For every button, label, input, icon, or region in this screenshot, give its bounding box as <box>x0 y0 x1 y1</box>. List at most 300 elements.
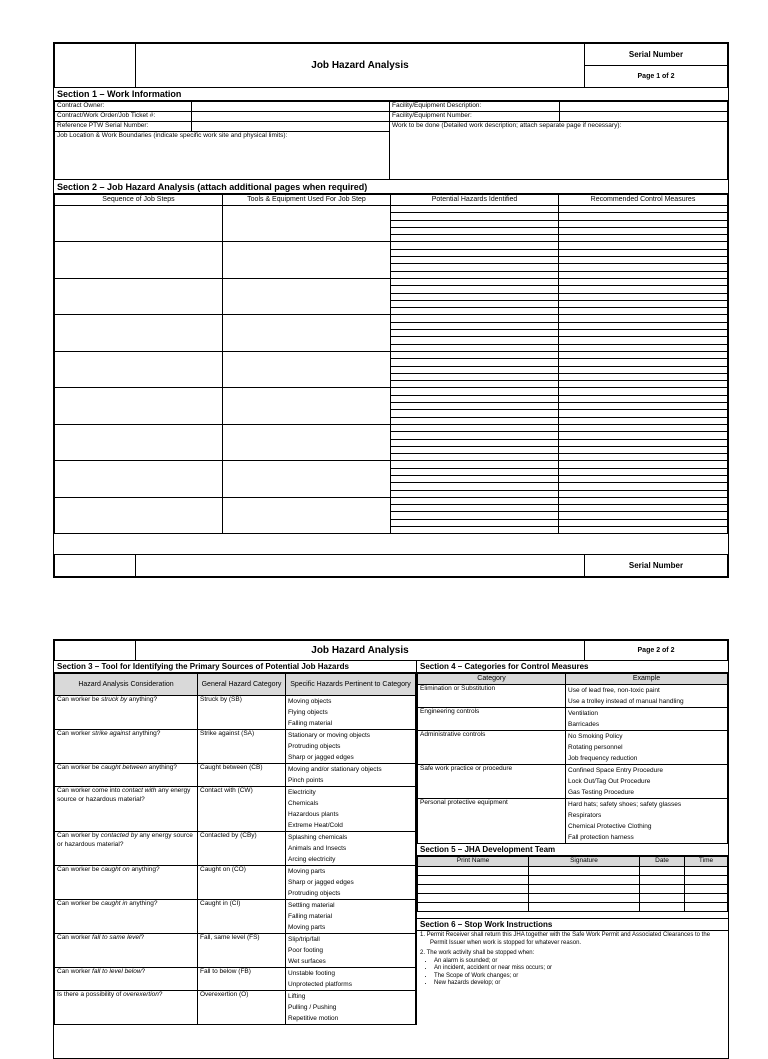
control-cell[interactable] <box>559 527 728 534</box>
specific-hazards <box>286 787 416 832</box>
section-3-title: Section 3 – Tool for Identifying the Primary Sources of Potential Job Hazards <box>54 661 416 673</box>
work-info-table <box>54 101 728 180</box>
hazard-cell[interactable] <box>391 497 559 504</box>
control-examples <box>566 708 728 731</box>
control-cell[interactable] <box>559 235 728 242</box>
control-row <box>418 731 728 765</box>
consideration-text: ? <box>140 934 145 941</box>
general-hazard-category: Fall to below (FB) <box>198 968 286 991</box>
hazard-cell[interactable] <box>391 417 559 424</box>
hazard-consideration <box>55 730 198 764</box>
hazard-cell[interactable] <box>391 505 559 512</box>
job-step-cell[interactable] <box>55 497 223 533</box>
hazard-cell[interactable] <box>391 468 559 475</box>
hazard-sources-table <box>54 673 416 1025</box>
specific-hazard-item: Splashing chemicals <box>288 834 348 841</box>
hazard-cell[interactable] <box>391 337 559 344</box>
general-hazard-category: Caught in (CI) <box>198 900 286 934</box>
specific-hazard-item: Poor footing <box>288 947 324 954</box>
col-signature: Signature <box>529 857 640 867</box>
p1-header-table <box>54 43 728 88</box>
control-cell[interactable] <box>559 278 728 285</box>
section-5-title: Section 5 – JHA Development Team <box>417 844 728 856</box>
specific-hazards <box>286 934 416 968</box>
contract-owner-field[interactable] <box>192 102 390 112</box>
control-example-item: Confined Space Entry Procedure <box>568 767 664 774</box>
team-row <box>418 894 728 903</box>
jha-steps-table <box>54 194 728 534</box>
general-hazard-category: Overexertion (O) <box>198 991 286 1025</box>
footer-middle-cell <box>136 555 585 577</box>
hazard-cell[interactable] <box>391 403 559 410</box>
date-cell[interactable] <box>640 885 685 894</box>
job-step-cell[interactable] <box>55 315 223 351</box>
specific-hazard-item: Moving parts <box>288 868 326 875</box>
hazard-cell[interactable] <box>391 490 559 497</box>
hazard-cell[interactable] <box>391 454 559 461</box>
date-cell[interactable] <box>640 903 685 912</box>
team-row <box>418 903 728 912</box>
control-example-item: Fall protection harness <box>568 834 634 841</box>
job-step-cell[interactable] <box>55 388 223 424</box>
work-order-label: Contract/Work Order/Job Ticket #: <box>55 112 192 122</box>
time-cell[interactable] <box>685 894 728 903</box>
print-name-cell[interactable] <box>418 876 529 885</box>
work-order-field[interactable] <box>192 112 390 122</box>
specific-hazard-item: Unstable footing <box>288 970 335 977</box>
col-control-measures: Recommended Control Measures <box>559 195 728 206</box>
hazard-row <box>55 991 416 1025</box>
control-cell[interactable] <box>559 424 728 431</box>
control-example-item: Gas Testing Procedure <box>568 789 634 796</box>
consideration-text: ? <box>158 991 163 998</box>
facility-number-label: Facility/Equipment Number: <box>390 112 560 122</box>
facility-description-label: Facility/Equipment Description: <box>390 102 560 112</box>
control-cell[interactable] <box>559 242 728 249</box>
consideration-text: any energy source or hazardous material? <box>57 832 193 848</box>
control-cell[interactable] <box>559 359 728 366</box>
control-cell[interactable] <box>559 308 728 315</box>
col-time: Time <box>685 857 728 867</box>
specific-hazard-item: Wet surfaces <box>288 958 326 965</box>
control-example-item: Use a trolley instead of manual handling <box>568 698 684 705</box>
tools-cell[interactable] <box>223 424 391 460</box>
hazard-cell[interactable] <box>391 373 559 380</box>
hazard-cell[interactable] <box>391 213 559 220</box>
hazard-consideration <box>55 900 198 934</box>
hazard-cell[interactable] <box>391 315 559 322</box>
specific-hazards <box>286 900 416 934</box>
date-cell[interactable] <box>640 894 685 903</box>
step-row <box>55 388 728 395</box>
control-cell[interactable] <box>559 439 728 446</box>
job-step-cell[interactable] <box>55 278 223 314</box>
time-cell[interactable] <box>685 867 728 876</box>
control-cell[interactable] <box>559 483 728 490</box>
control-cell[interactable] <box>559 293 728 300</box>
facility-number-field[interactable] <box>560 112 728 122</box>
control-example-item: Rotating personnel <box>568 744 623 751</box>
col-example: Example <box>566 674 728 685</box>
control-examples <box>566 731 728 765</box>
hazard-cell[interactable] <box>391 351 559 358</box>
general-hazard-category: Fall, same level (FS) <box>198 934 286 968</box>
specific-hazard-item: Settling material <box>288 902 335 909</box>
team-row <box>418 885 728 894</box>
col-consideration: Hazard Analysis Consideration <box>55 674 198 696</box>
consideration-text: caught on <box>101 866 130 873</box>
specific-hazard-item: Sharp or jagged edges <box>288 879 354 886</box>
control-category: Engineering controls <box>418 708 566 731</box>
specific-hazard-item: Protruding objects <box>288 743 341 750</box>
hazard-cell[interactable] <box>391 475 559 482</box>
control-cell[interactable] <box>559 249 728 256</box>
section-2-title: Section 2 – Job Hazard Analysis (attach additional pages when required) <box>54 181 728 194</box>
stop-instruction-2: 2. The work activity shall be stopped when: <box>420 950 535 956</box>
hazard-cell[interactable] <box>391 308 559 315</box>
tools-cell[interactable] <box>223 242 391 278</box>
tools-cell[interactable] <box>223 497 391 533</box>
consideration-text: fall to level below <box>92 968 142 975</box>
section-6-title: Section 6 – Stop Work Instructions <box>417 918 728 931</box>
hazard-consideration <box>55 991 198 1025</box>
hazard-row <box>55 696 416 730</box>
consideration-text: anything? <box>129 866 160 873</box>
p2-body <box>54 661 728 1025</box>
p2-logo-cell <box>55 641 136 661</box>
control-cell[interactable] <box>559 461 728 468</box>
job-location-field[interactable]: Job Location & Work Boundaries (indicate specific work site and physical limits): <box>55 132 390 180</box>
control-cell[interactable] <box>559 264 728 271</box>
specific-hazard-item: Chemicals <box>288 800 319 807</box>
step-row <box>55 278 728 285</box>
control-cell[interactable] <box>559 519 728 526</box>
control-cell[interactable] <box>559 344 728 351</box>
print-name-cell[interactable] <box>418 903 529 912</box>
hazard-cell[interactable] <box>391 300 559 307</box>
specific-hazard-item: Moving and/or stationary objects <box>288 766 382 773</box>
control-example-item: Barricades <box>568 721 600 728</box>
consideration-text: Can worker by <box>57 832 101 839</box>
consideration-text: overexertion <box>123 991 159 998</box>
specific-hazards <box>286 866 416 900</box>
hazard-row <box>55 968 416 991</box>
control-cell[interactable] <box>559 271 728 278</box>
specific-hazard-item: Flying objects <box>288 709 328 716</box>
consideration-text: contacted by <box>100 832 138 839</box>
step-row <box>55 242 728 249</box>
hazard-cell[interactable] <box>391 410 559 417</box>
control-cell[interactable] <box>559 417 728 424</box>
step-row <box>55 497 728 504</box>
hazard-cell[interactable] <box>391 293 559 300</box>
hazard-consideration <box>55 866 198 900</box>
hazard-row <box>55 934 416 968</box>
date-cell[interactable] <box>640 867 685 876</box>
general-hazard-category: Caught on (CO) <box>198 866 286 900</box>
control-cell[interactable] <box>559 468 728 475</box>
control-cell[interactable] <box>559 410 728 417</box>
consideration-text: anything? <box>146 764 177 771</box>
control-cell[interactable] <box>559 475 728 482</box>
control-category: Personal protective equipment <box>418 799 566 844</box>
hazard-cell[interactable] <box>391 264 559 271</box>
col-specific-hazards: Specific Hazards Pertinent to Category <box>286 674 416 696</box>
control-example-item: No Smoking Policy <box>568 733 623 740</box>
control-row <box>418 685 728 708</box>
time-cell[interactable] <box>685 876 728 885</box>
consideration-text: fall to same level <box>92 934 141 941</box>
control-cell[interactable] <box>559 512 728 519</box>
specific-hazards <box>286 968 416 991</box>
control-row <box>418 799 728 844</box>
consideration-text: Can worker <box>57 934 93 941</box>
specific-hazard-item: Arcing electricity <box>288 856 336 863</box>
control-cell[interactable] <box>559 366 728 373</box>
control-cell[interactable] <box>559 403 728 410</box>
hazard-row <box>55 832 416 866</box>
step-row <box>55 461 728 468</box>
hazard-cell[interactable] <box>391 461 559 468</box>
page-title: Job Hazard Analysis <box>136 44 585 88</box>
specific-hazard-item: Lifting <box>288 993 306 1000</box>
ptw-serial-label: Reference PTW Serial Number: <box>55 122 192 132</box>
hazard-cell[interactable] <box>391 344 559 351</box>
general-hazard-category: Caught between (CB) <box>198 764 286 787</box>
general-hazard-category: Contacted by (CBy) <box>198 832 286 866</box>
section-1-title: Section 1 – Work Information <box>54 88 728 101</box>
job-step-cell[interactable] <box>55 424 223 460</box>
hazard-consideration <box>55 696 198 730</box>
hazard-cell[interactable] <box>391 322 559 329</box>
job-step-cell[interactable] <box>55 242 223 278</box>
signature-cell[interactable] <box>529 894 640 903</box>
hazard-cell[interactable] <box>391 388 559 395</box>
control-cell[interactable] <box>559 286 728 293</box>
control-cell[interactable] <box>559 505 728 512</box>
hazard-cell[interactable] <box>391 483 559 490</box>
serial-number-label: Serial Number <box>585 44 728 66</box>
hazard-cell[interactable] <box>391 286 559 293</box>
date-cell[interactable] <box>640 876 685 885</box>
control-cell[interactable] <box>559 300 728 307</box>
specific-hazard-item: Falling material <box>288 913 333 920</box>
p2-page-number: Page 2 of 2 <box>585 641 728 661</box>
hazard-cell[interactable] <box>391 359 559 366</box>
work-to-be-done-field[interactable]: Work to be done (Detailed work description; attach separate page if necessary): <box>390 122 728 180</box>
consideration-text: Can worker be <box>57 900 102 907</box>
control-cell[interactable] <box>559 220 728 227</box>
contract-owner-label: Contract Owner: <box>55 102 192 112</box>
control-cell[interactable] <box>559 395 728 402</box>
specific-hazard-item: Hazardous plants <box>288 811 339 818</box>
hazard-row <box>55 787 416 832</box>
right-column <box>417 661 728 1025</box>
col-job-steps: Sequence of Job Steps <box>55 195 223 206</box>
tools-cell[interactable] <box>223 351 391 387</box>
stop-work-instructions <box>417 931 728 989</box>
stop-bullet: • An alarm is sounded; or <box>434 958 725 966</box>
signature-cell[interactable] <box>529 876 640 885</box>
control-cell[interactable] <box>559 490 728 497</box>
col-general-category: General Hazard Category <box>198 674 286 696</box>
signature-cell[interactable] <box>529 903 640 912</box>
control-measures-table <box>417 673 728 844</box>
col-date: Date <box>640 857 685 867</box>
print-name-cell[interactable] <box>418 894 529 903</box>
hazard-consideration <box>55 787 198 832</box>
specific-hazard-item: Stationary or moving objects <box>288 732 371 739</box>
section-4-title: Section 4 – Categories for Control Measures <box>417 661 728 673</box>
hazard-cell[interactable] <box>391 271 559 278</box>
hazard-cell[interactable] <box>391 527 559 534</box>
tools-cell[interactable] <box>223 206 391 242</box>
general-hazard-category: Contact with (CW) <box>198 787 286 832</box>
job-step-cell[interactable] <box>55 206 223 242</box>
consideration-text: anything? <box>130 730 161 737</box>
jha-page-2 <box>53 639 729 1059</box>
consideration-text: ? <box>141 968 146 975</box>
hazard-cell[interactable] <box>391 278 559 285</box>
control-cell[interactable] <box>559 446 728 453</box>
step-row <box>55 351 728 358</box>
hazard-row <box>55 866 416 900</box>
team-row <box>418 876 728 885</box>
hazard-consideration <box>55 832 198 866</box>
hazard-cell[interactable] <box>391 381 559 388</box>
hazard-cell[interactable] <box>391 395 559 402</box>
hazard-row <box>55 730 416 764</box>
specific-hazard-item: Pinch points <box>288 777 324 784</box>
facility-description-field[interactable] <box>560 102 728 112</box>
signature-cell[interactable] <box>529 867 640 876</box>
hazard-cell[interactable] <box>391 257 559 264</box>
control-cell[interactable] <box>559 227 728 234</box>
team-row <box>418 867 728 876</box>
hazard-cell[interactable] <box>391 330 559 337</box>
control-cell[interactable] <box>559 257 728 264</box>
control-cell[interactable] <box>559 454 728 461</box>
control-cell[interactable] <box>559 337 728 344</box>
tools-cell[interactable] <box>223 315 391 351</box>
specific-hazard-item: Falling material <box>288 720 333 727</box>
control-example-item: Lock Out/Tag Out Procedure <box>568 778 651 785</box>
ptw-serial-field[interactable] <box>192 122 390 132</box>
job-step-cell[interactable] <box>55 351 223 387</box>
time-cell[interactable] <box>685 903 728 912</box>
control-category: Administrative controls <box>418 731 566 765</box>
time-cell[interactable] <box>685 885 728 894</box>
tools-cell[interactable] <box>223 388 391 424</box>
general-hazard-category: Struck by (SB) <box>198 696 286 730</box>
col-potential-hazards: Potential Hazards Identified <box>391 195 559 206</box>
control-cell[interactable] <box>559 330 728 337</box>
p2-page-title: Job Hazard Analysis <box>136 641 585 661</box>
hazard-cell[interactable] <box>391 235 559 242</box>
col-print-name: Print Name <box>418 857 529 867</box>
consideration-text: strike against <box>92 730 131 737</box>
control-examples <box>566 685 728 708</box>
hazard-cell[interactable] <box>391 424 559 431</box>
control-cell[interactable] <box>559 315 728 322</box>
consideration-text: struck by <box>101 696 128 703</box>
specific-hazards <box>286 696 416 730</box>
logo-cell <box>55 44 136 88</box>
signature-cell[interactable] <box>529 885 640 894</box>
job-step-cell[interactable] <box>55 461 223 497</box>
control-category: Elimination or Substitution <box>418 685 566 708</box>
specific-hazard-item: Repetitive motion <box>288 1015 339 1022</box>
hazard-cell[interactable] <box>391 242 559 249</box>
stop-bullet: • An incident, accident or near miss occurs; or <box>434 965 725 973</box>
hazard-cell[interactable] <box>391 227 559 234</box>
control-cell[interactable] <box>559 497 728 504</box>
footer-logo-cell <box>55 555 136 577</box>
control-row <box>418 765 728 799</box>
print-name-cell[interactable] <box>418 885 529 894</box>
tools-cell[interactable] <box>223 461 391 497</box>
consideration-text: Can worker be <box>57 866 102 873</box>
hazard-cell[interactable] <box>391 446 559 453</box>
hazard-row <box>55 900 416 934</box>
hazard-cell[interactable] <box>391 220 559 227</box>
general-hazard-category: Strike against (SA) <box>198 730 286 764</box>
consideration-text: Can worker be <box>57 696 102 703</box>
hazard-cell[interactable] <box>391 519 559 526</box>
p2-header-table <box>54 640 728 661</box>
control-cell[interactable] <box>559 381 728 388</box>
print-name-cell[interactable] <box>418 867 529 876</box>
page-number: Page 1 of 2 <box>585 66 728 88</box>
control-cell[interactable] <box>559 351 728 358</box>
specific-hazard-item: Animals and Insects <box>288 845 347 852</box>
control-cell[interactable] <box>559 373 728 380</box>
specific-hazards <box>286 730 416 764</box>
specific-hazard-item: Sharp or jagged edges <box>288 754 354 761</box>
stop-instruction-1: 1. Permit Receiver shall return this JHA together with the Safe Work Permit and Associated Clearances to the Permit Issuer when work is stopped for whatever reason. <box>420 932 711 946</box>
hazard-cell[interactable] <box>391 432 559 439</box>
specific-hazard-item: Moving objects <box>288 698 332 705</box>
hazard-cell[interactable] <box>391 512 559 519</box>
control-cell[interactable] <box>559 206 728 213</box>
control-cell[interactable] <box>559 322 728 329</box>
control-cell[interactable] <box>559 432 728 439</box>
control-example-item: Job frequency reduction <box>568 755 638 762</box>
steps-body <box>55 206 728 534</box>
col-category: Category <box>418 674 566 685</box>
consideration-text: Can worker come into <box>57 787 123 794</box>
team-table <box>417 856 728 912</box>
consideration-text: caught between <box>101 764 147 771</box>
consideration-text: anything? <box>127 900 158 907</box>
hazard-rows <box>55 696 416 1025</box>
hazard-cell[interactable] <box>391 439 559 446</box>
control-example-item: Use of lead free, non-toxic paint <box>568 687 660 694</box>
specific-hazard-item: Electricity <box>288 789 316 796</box>
control-row <box>418 708 728 731</box>
hazard-cell[interactable] <box>391 366 559 373</box>
hazard-consideration <box>55 968 198 991</box>
hazard-row <box>55 764 416 787</box>
tools-cell[interactable] <box>223 278 391 314</box>
control-cell[interactable] <box>559 388 728 395</box>
specific-hazard-item: Slip/trip/fall <box>288 936 320 943</box>
control-cell[interactable] <box>559 213 728 220</box>
specific-hazard-item: Extreme Heat/Cold <box>288 822 343 829</box>
hazard-cell[interactable] <box>391 206 559 213</box>
control-examples <box>566 765 728 799</box>
hazard-cell[interactable] <box>391 249 559 256</box>
